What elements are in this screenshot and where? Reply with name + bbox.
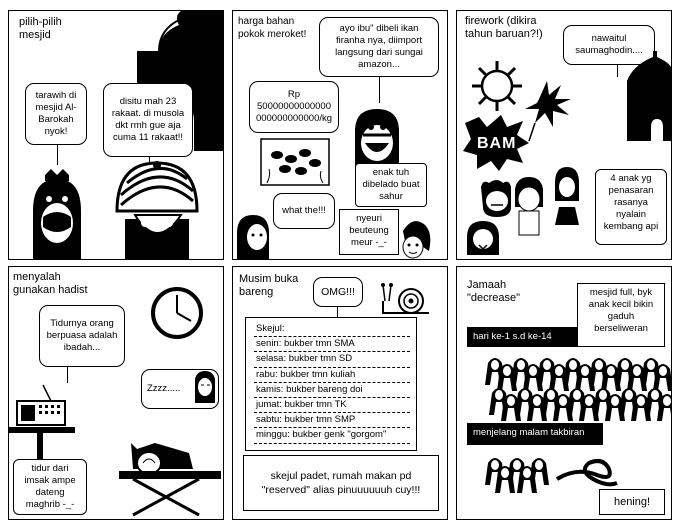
speech-bubble-left: tarawih di mesjid Al-Barokah nyok!	[25, 83, 87, 145]
speech-bubble-fish-seller: ayo ibu" dibeli ikan firanha nya, diimport langsung dari sungai amazon...	[319, 17, 439, 77]
panel-firework	[456, 10, 672, 260]
schedule-row: senin: bukber tmn SMA	[254, 337, 410, 352]
schedule-row: kamis: bukber bareng doi	[254, 383, 410, 398]
caption-box-skejul: skejul padet, rumah makan pd "reserved" alias pinuuuuuuh cuy!!!	[243, 455, 439, 511]
panel-caption: pilih-pilih mesjid	[19, 16, 62, 41]
schedule-row: minggu: bukber genk "gorgom"	[254, 428, 410, 443]
panel-harga-bahan	[232, 10, 448, 260]
tumbleweed-icon	[457, 267, 672, 520]
schedule-title: Skejul:	[254, 322, 410, 337]
schedule-row: rabu: bukber tmn kuliah	[254, 368, 410, 383]
speech-bubble-zzz: Zzzz.....	[141, 369, 219, 409]
speech-bubble-right: disitu mah 23 rakaat. di musola dkt rmh gue aja cuma 11 rakaat!!	[103, 83, 193, 157]
caption-box-nyeuri: nyeuri beuteung meur -_-	[339, 209, 399, 255]
panel-jamaah	[456, 266, 672, 520]
panel-caption: Musim buka bareng	[239, 273, 299, 298]
panel-pilih-mesjid	[8, 10, 224, 260]
label-takbiran: menjelang malam takbiran	[467, 423, 603, 445]
label-day-range: hari ke-1 s.d ke-14	[467, 327, 577, 347]
character-turban	[9, 11, 224, 260]
panel-caption: firework (dikira tahun baruan?!)	[465, 15, 543, 40]
panel-caption: Jamaah "decrease"	[467, 279, 521, 304]
caption-box-tidur: tidur dari imsak ampe dateng maghrib -_-	[13, 459, 87, 515]
speech-bubble-what: what the!!!	[273, 193, 335, 229]
schedule-row: selasa: bukber tmn SD	[254, 352, 410, 367]
woman-characters	[233, 11, 448, 260]
panel-caption: harga bahan pokok meroket!	[238, 16, 307, 40]
price-bubble: Rp 50000000000000 000000000000/kg	[249, 81, 339, 133]
bam-text: BAM	[477, 135, 517, 152]
panel-hadist	[8, 266, 224, 520]
panel-caption: menyalah gunakan hadist	[13, 271, 88, 296]
speech-bubble-omg: OMG!!!	[313, 277, 363, 307]
caption-box-kids: 4 anak yg penasaran rasanya nyalain kembang api	[595, 169, 667, 245]
speech-bubble-hadist: Tidurnya orang berpuasa adalah ibadah...	[39, 305, 125, 367]
caption-box-enak: enak tuh dibelado buat sahur	[355, 163, 427, 207]
schedule-row: sabtu: bukber tmn SMP	[254, 413, 410, 428]
caption-box-full: mesjid full, byk anak kecil bikin gaduh berseliweran	[577, 283, 665, 347]
caption-box-hening: hening!	[599, 489, 665, 515]
panel-bukber	[232, 266, 448, 520]
schedule-row: jumat: bukber tmn TK	[254, 398, 410, 413]
schedule-paper	[245, 317, 417, 451]
speech-bubble-niat: nawaitul saumaghodin....	[563, 25, 655, 65]
